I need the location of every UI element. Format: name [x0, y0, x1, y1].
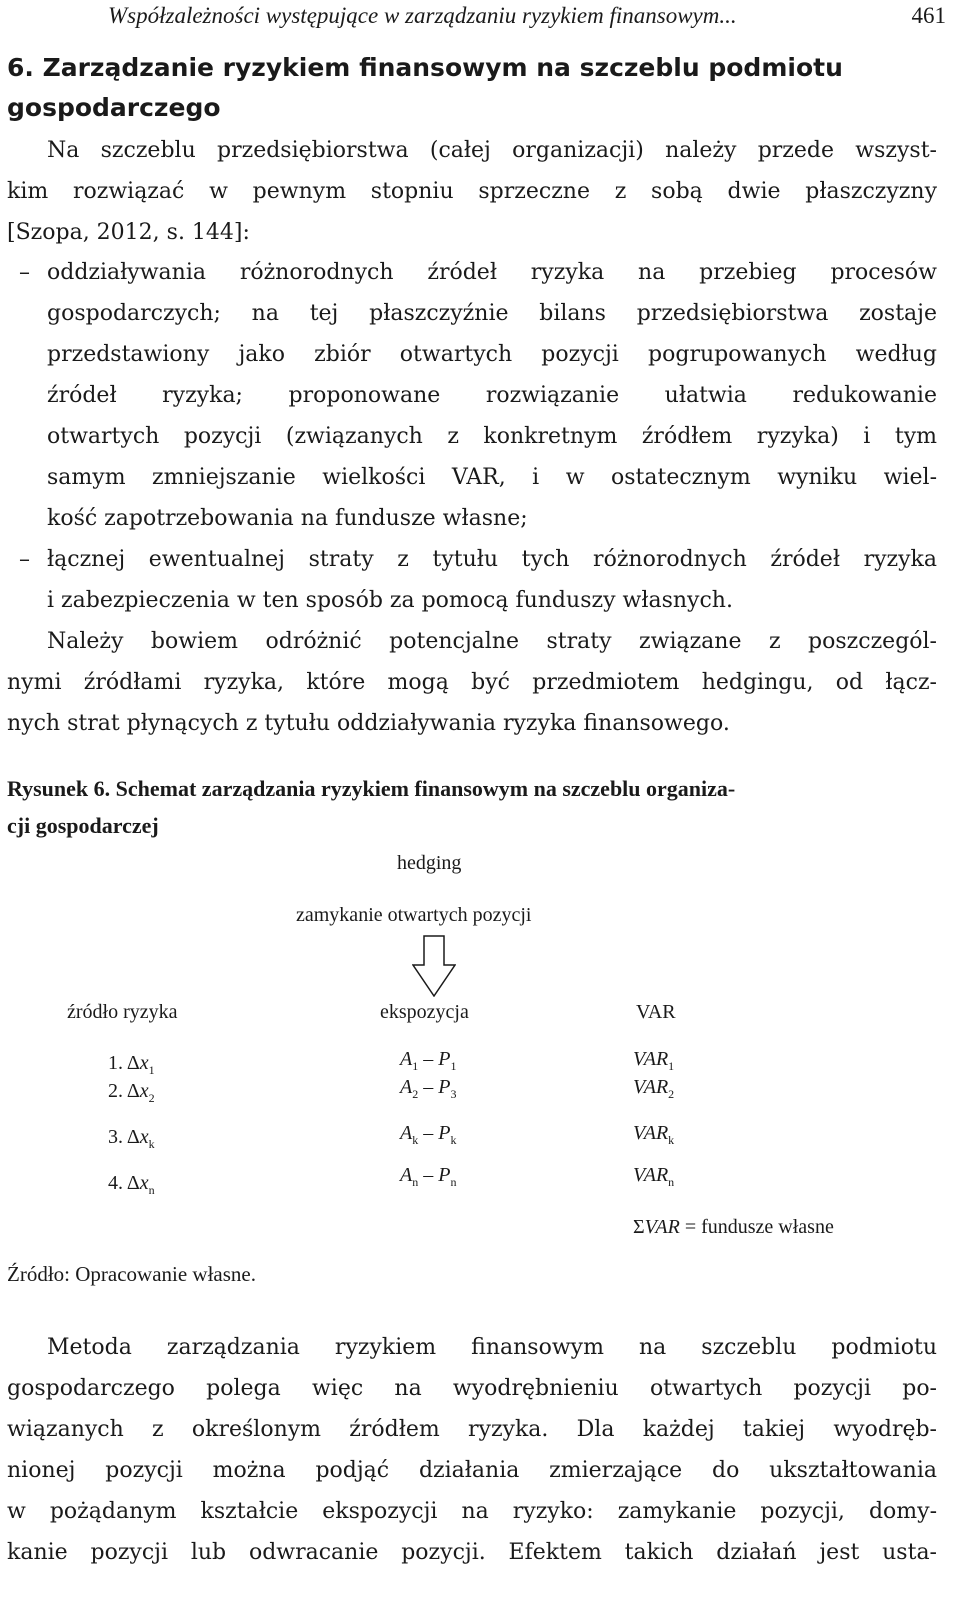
text-line: otwartych pozycji (związanych z konkretnym źródłem ryzyka) i tym [47, 424, 937, 449]
text-line: nionej pozycji można podjąć działania zmierzające do ukształtowania [7, 1458, 937, 1483]
risk-source-item: 1. $\Delta x_1$ [108, 1052, 155, 1077]
text-line: przedstawiony jako zbiór otwartych pozycji pogrupowanych według [47, 342, 937, 367]
figure-caption [7, 770, 937, 844]
section-heading [7, 48, 937, 128]
var-item: $VAR_k$ [633, 1122, 675, 1147]
figure-source-note: Źródło: Opracowanie własne. [7, 1262, 256, 1286]
text-line: Na szczeblu przedsiębiorstwa (całej organizacji) należy przede wszyst- [47, 138, 937, 163]
exposure-item: $A_n - P_n$ [400, 1164, 457, 1189]
text-line: nych strat płynących z tytułu oddziaływania ryzyka finansowego. [7, 711, 730, 736]
heading-line: gospodarczego [7, 93, 221, 122]
column-header-var: VAR [636, 1001, 676, 1023]
page-number: 461 [911, 3, 946, 28]
running-header [108, 3, 946, 37]
risk-management-diagram [0, 840, 960, 1260]
text-line: źródeł ryzyka; proponowane rozwiązanie ułatwia redukowanie [47, 383, 937, 408]
paragraph [7, 621, 937, 744]
text-line: wiązanych z określonym źródłem ryzyka. Dla każdej takiej wyodręb- [7, 1417, 937, 1442]
risk-source-item: 3. $\Delta x_k$ [108, 1126, 155, 1151]
list-item [7, 252, 937, 539]
text-line: oddziaływania różnorodnych źródeł ryzyka na przebieg procesów [47, 260, 937, 285]
text-line: Metoda zarządzania ryzykiem finansowym na szczeblu podmiotu [47, 1335, 937, 1360]
text-line: łącznej ewentualnej straty z tytułu tych różnorodnych źródeł ryzyka [47, 547, 937, 572]
list-item [7, 539, 937, 621]
exposure-item: $A_k - P_k$ [400, 1122, 457, 1147]
intro-paragraph [7, 130, 937, 253]
text-line: i zabezpieczenia w ten sposób za pomocą funduszy własnych. [47, 588, 733, 613]
text-line: kość zapotrzebowania na fundusze własne; [47, 506, 528, 531]
down-arrow-icon [412, 935, 456, 997]
caption-line: cji gospodarczej [7, 813, 159, 838]
column-header-exposure: ekspozycja [380, 1001, 469, 1023]
text-line: nymi źródłami ryzyka, które mogą być przedmiotem hedgingu, od łącz- [7, 670, 937, 695]
text-line: gospodarczego polega więc na wyodrębnieniu otwartych pozycji po- [7, 1376, 937, 1401]
text-line: Należy bowiem odróżnić potencjalne straty związane z poszczegól- [47, 629, 937, 654]
paragraph [7, 1327, 937, 1573]
risk-source-item: 2. $\Delta x_2$ [108, 1080, 155, 1105]
list-dash: – [19, 547, 30, 572]
var-item: $VAR_2$ [633, 1076, 675, 1101]
exposure-item: $A_1 - P_1$ [400, 1048, 457, 1073]
text-line: kanie pozycji lub odwracanie pozycji. Efektem takich działań jest usta- [7, 1540, 937, 1565]
closing-positions-label: zamykanie otwartych pozycji [296, 904, 532, 926]
var-item: $VAR_1$ [633, 1048, 675, 1073]
caption-line: Rysunek 6. Schemat zarządzania ryzykiem finansowym na szczeblu organiza- [7, 776, 736, 801]
text-line: w pożądanym kształcie ekspozycji na ryzyko: zamykanie pozycji, domy- [7, 1499, 937, 1524]
var-sum-equation: ΣVAR = fundusze własne [633, 1216, 834, 1238]
column-header-risk-source: źródło ryzyka [67, 1001, 178, 1023]
var-item: $VAR_n$ [633, 1164, 675, 1189]
exposure-item: $A_2 - P_3$ [400, 1076, 457, 1101]
text-line: samym zmniejszanie wielkości VAR, i w ostatecznym wyniku wiel- [47, 465, 937, 490]
risk-source-item: 4. $\Delta x_n$ [108, 1172, 155, 1197]
list-dash: – [19, 260, 30, 285]
running-header-title: Współzależności występujące w zarządzaniu ryzykiem finansowym... [108, 3, 737, 28]
heading-line: 6. Zarządzanie ryzykiem finansowym na szczeblu podmiotu [7, 53, 843, 82]
text-line: gospodarczych; na tej płaszczyźnie bilans przedsiębiorstwa zostaje [47, 301, 937, 326]
text-line: kim rozwiązać w pewnym stopniu sprzeczne z sobą dwie płaszczyzny [7, 179, 937, 204]
text-line: [Szopa, 2012, s. 144]: [7, 220, 250, 245]
hedging-label: hedging [397, 852, 462, 874]
